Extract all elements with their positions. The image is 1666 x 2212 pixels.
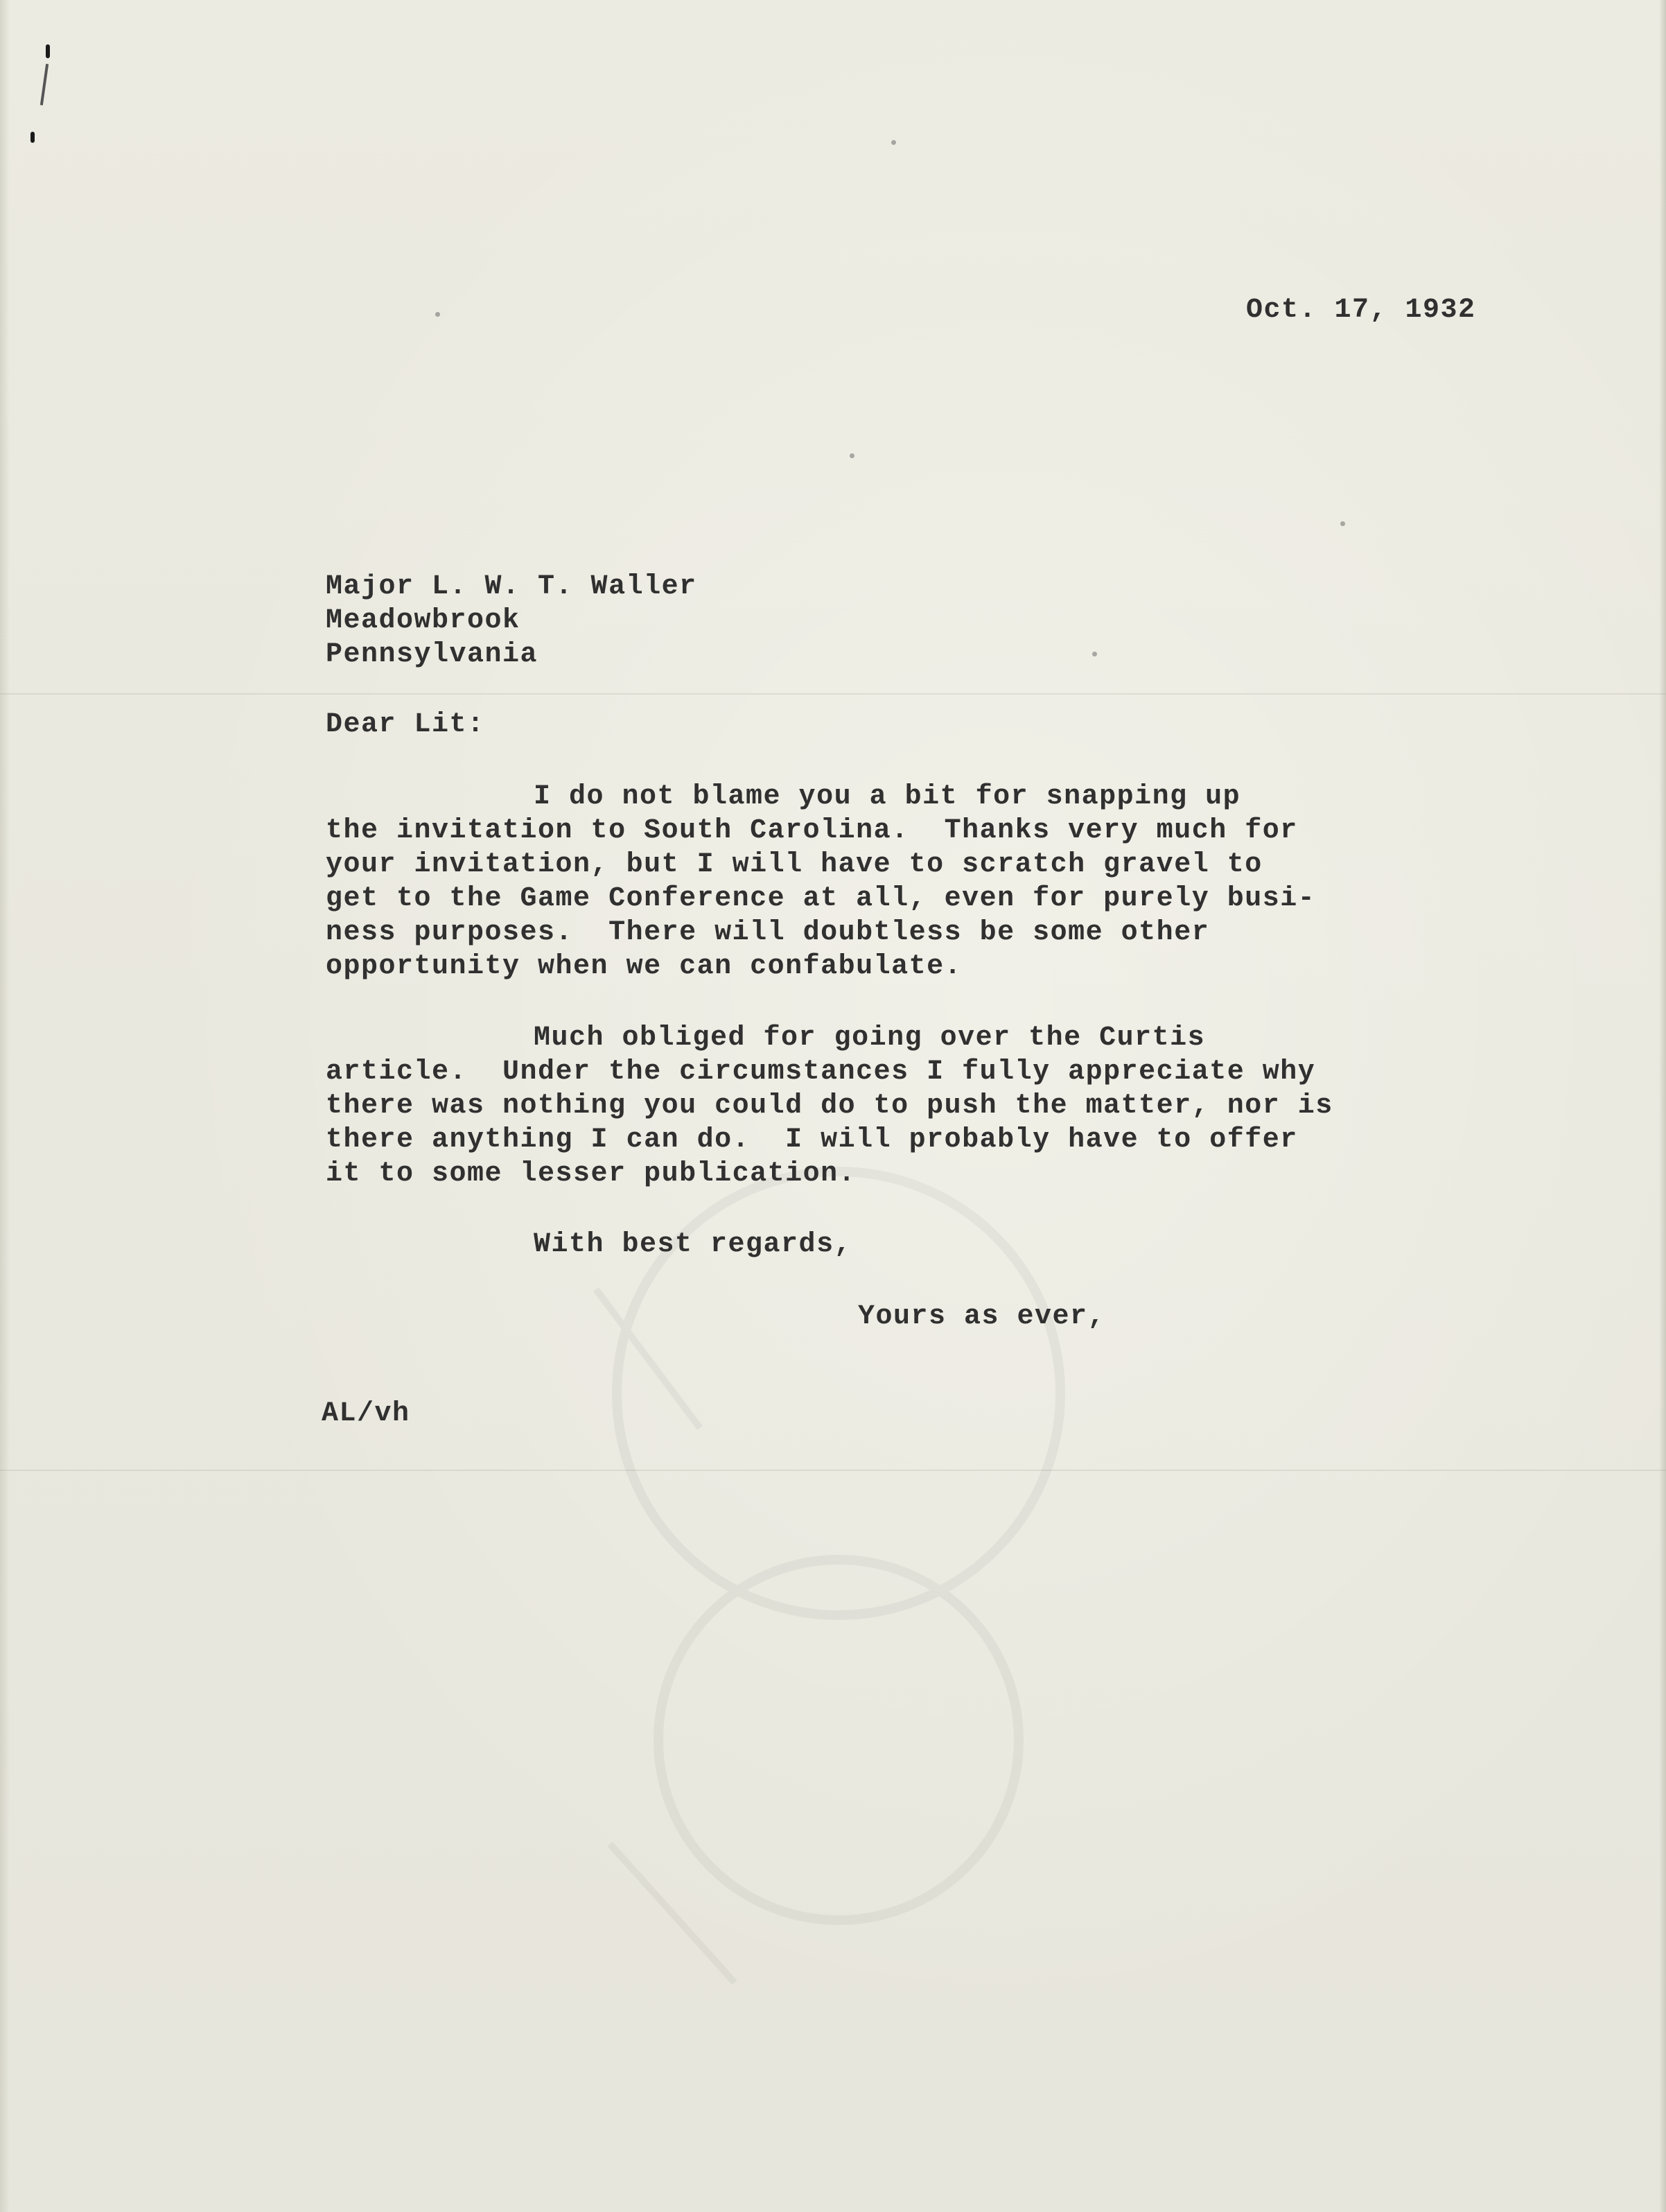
body-line: article. Under the circumstances I fully appreciate why xyxy=(326,1056,1316,1088)
regards-line: With best regards, xyxy=(534,1229,852,1260)
recipient-address-line: Pennsylvania xyxy=(326,639,538,670)
recipient-name: Major L. W. T. Waller xyxy=(326,571,697,602)
body-line: it to some lesser publication. xyxy=(326,1158,857,1190)
letter-date: Oct. 17, 1932 xyxy=(1246,295,1476,326)
paper-speck xyxy=(1340,521,1345,526)
body-line: your invitation, but I will have to scratch gravel to xyxy=(326,849,1263,880)
closing-line: Yours as ever, xyxy=(858,1301,1106,1332)
pin-hole-mark xyxy=(46,44,50,58)
page-edge-right xyxy=(1659,0,1666,2212)
body-line: opportunity when we can confabulate. xyxy=(326,951,963,982)
paper-speck xyxy=(1092,652,1097,656)
body-line: the invitation to South Carolina. Thanks very much for xyxy=(326,815,1298,846)
body-line: there was nothing you could do to push the matter, nor is xyxy=(326,1090,1333,1122)
body-line: I do not blame you a bit for snapping up xyxy=(534,781,1241,812)
typist-initials: AL/vh xyxy=(322,1398,410,1429)
page-edge-left xyxy=(0,0,10,2212)
bleed-through-watermark xyxy=(527,1081,1150,2052)
pin-scratch-mark xyxy=(40,64,49,105)
paper-speck xyxy=(435,312,440,317)
paper-speck xyxy=(891,140,896,145)
paper-speck xyxy=(850,453,854,458)
recipient-address-line: Meadowbrook xyxy=(326,605,520,636)
body-line: there anything I can do. I will probably have to offer xyxy=(326,1124,1298,1156)
body-line: get to the Game Conference at all, even for purely busi- xyxy=(326,883,1316,914)
paper-fold-line xyxy=(0,693,1666,695)
body-line: ness purposes. There will doubtless be some other xyxy=(326,917,1210,948)
pin-hole-mark xyxy=(30,132,35,143)
salutation: Dear Lit: xyxy=(326,709,485,740)
body-line: Much obliged for going over the Curtis xyxy=(534,1022,1206,1054)
